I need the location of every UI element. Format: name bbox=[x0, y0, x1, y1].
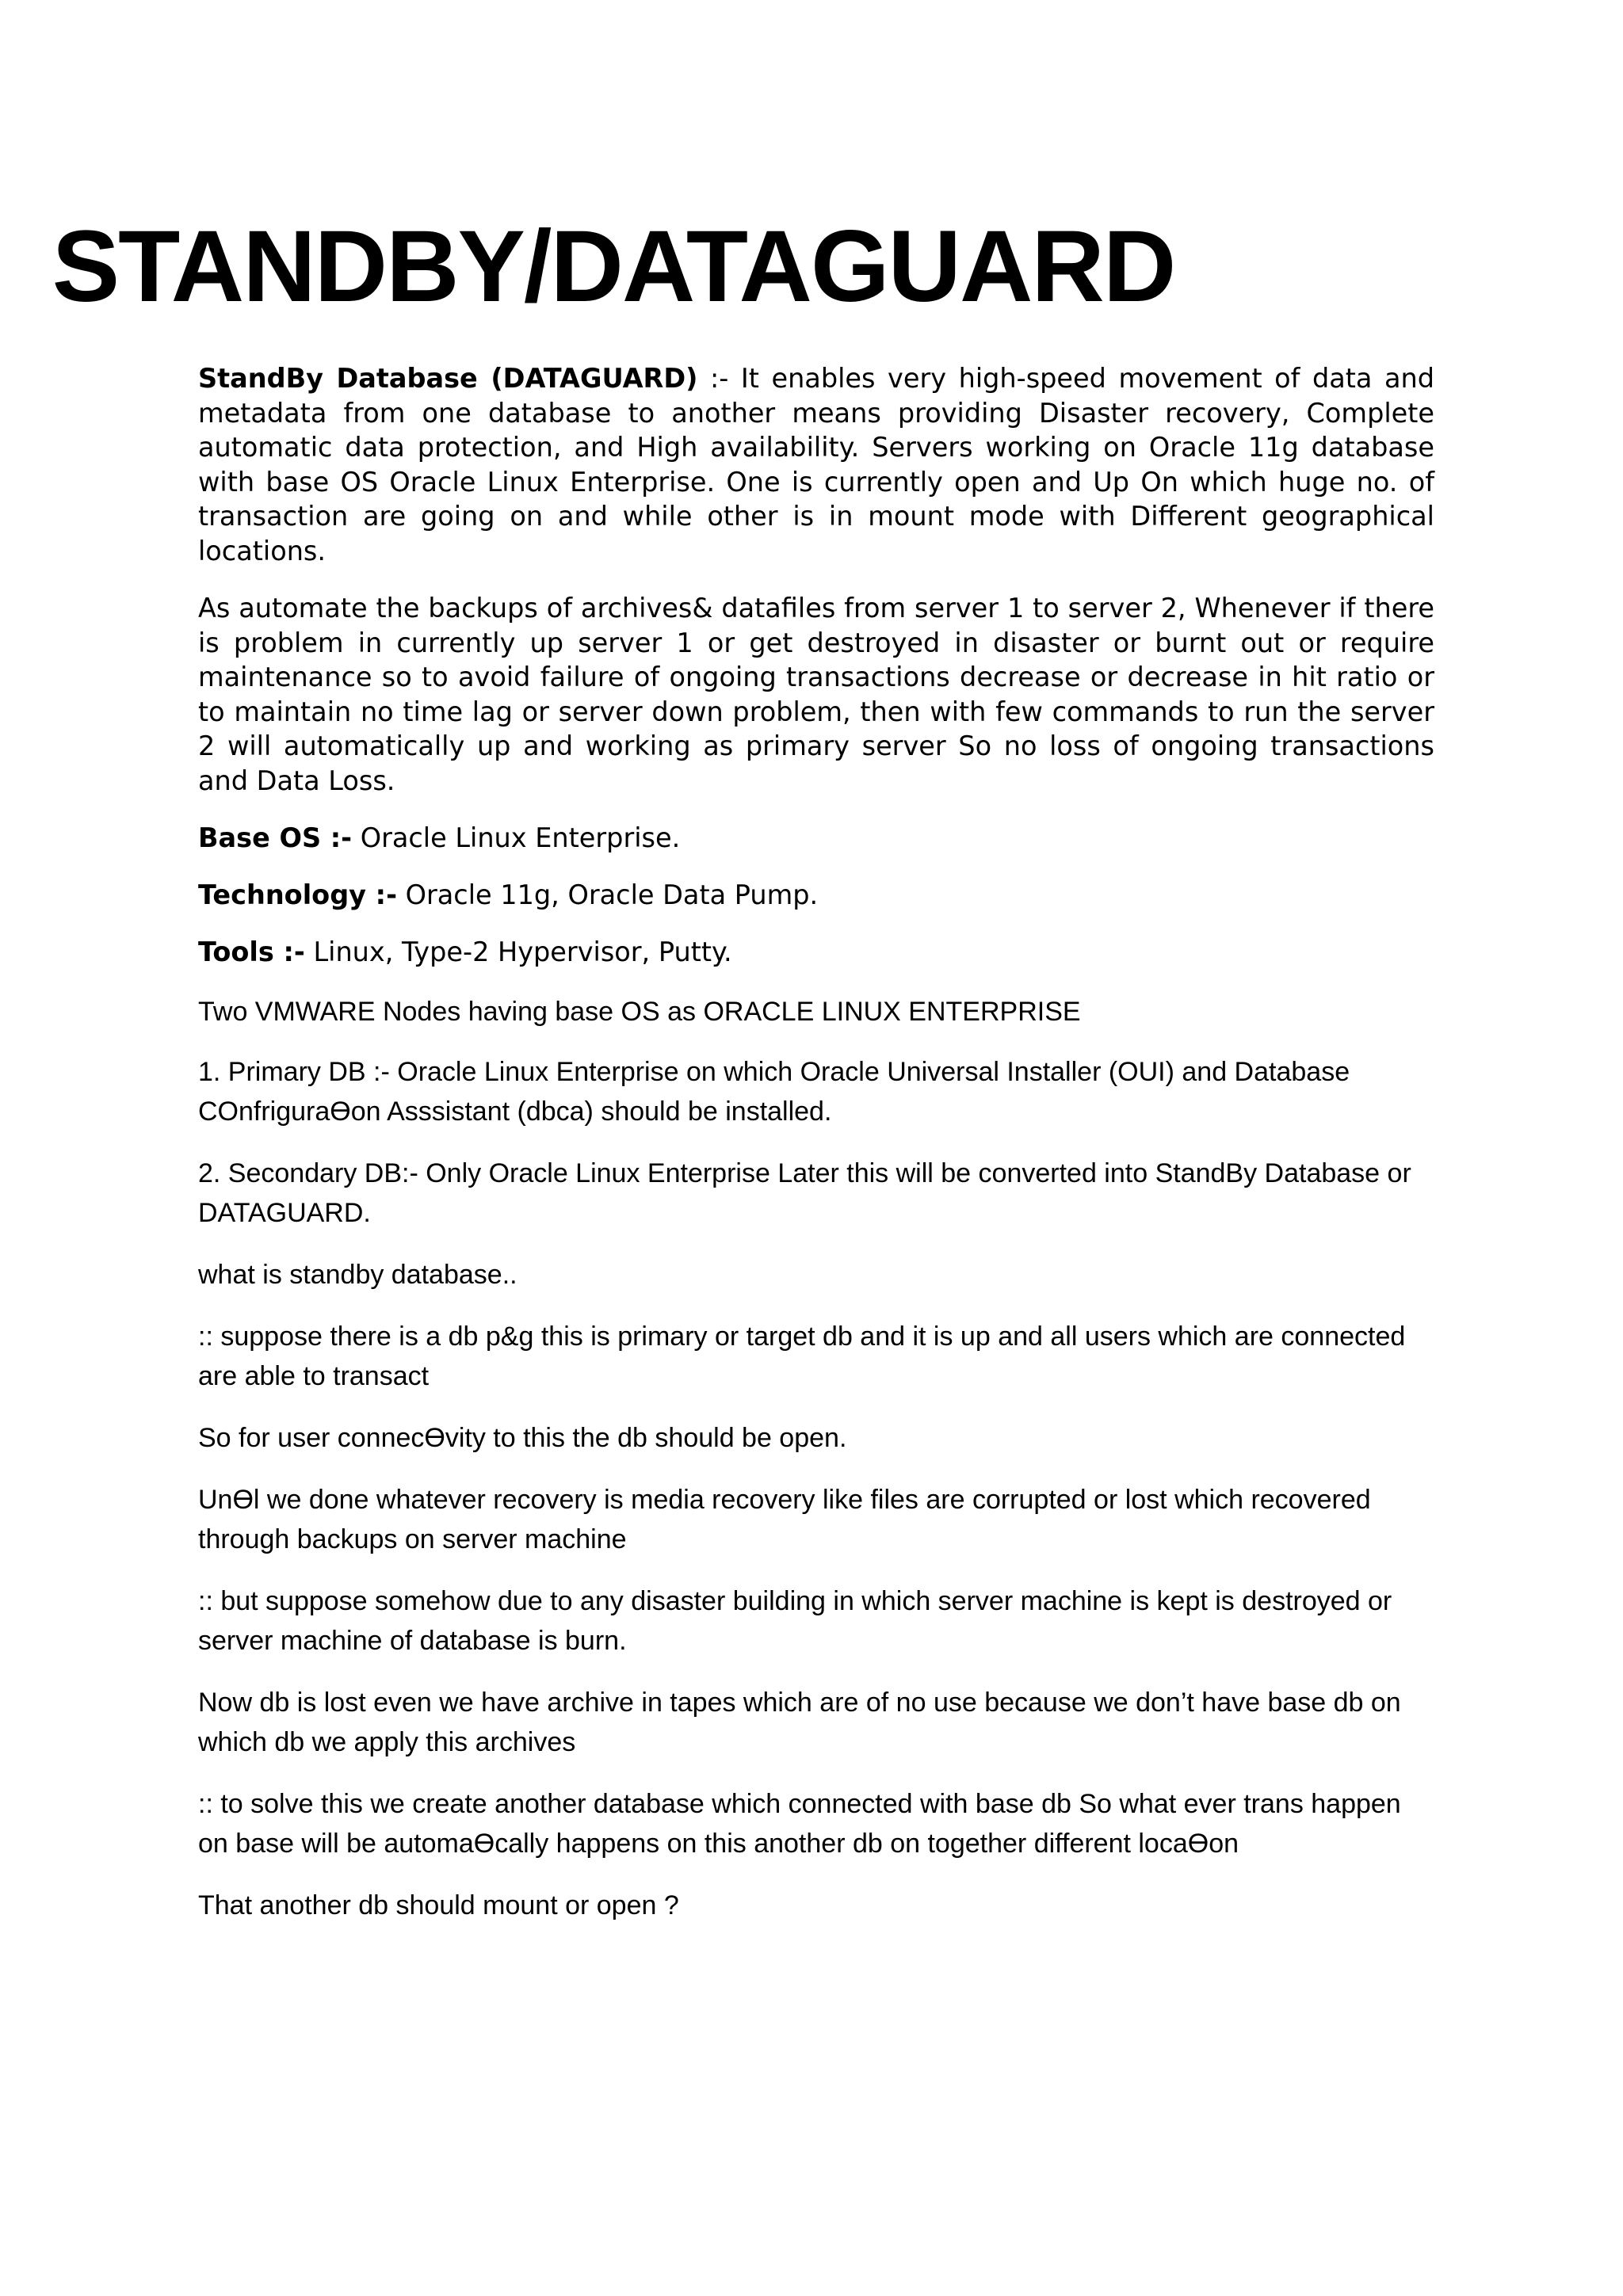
note-paragraph: 2. Secondary DB:- Only Oracle Linux Enterprise Later this will be converted into StandBy Database or DATAGUARD. bbox=[198, 1158, 1411, 1228]
document-title: STANDBY/DATAGUARD bbox=[52, 210, 1175, 323]
spec-label: Tools :- bbox=[198, 936, 305, 967]
intro-text: :- It enables very high-speed movement of data and metadata from one database to another means providing Disaster recovery, Complete automatic data protection, and High availability. Servers working on Oracle 11g database with base OS Oracle Linux Enterprise. One is currently open and Up On which huge no. of transaction are going on and while other is in mount mode with Different geographical locations. bbox=[198, 363, 1435, 566]
spec-technology bbox=[198, 878, 1434, 913]
spec-value: Oracle 11g, Oracle Data Pump. bbox=[396, 879, 819, 910]
note-paragraph: Now db is lost even we have archive in tapes which are of no use because we don’t have base db on which db we apply this archives bbox=[198, 1688, 1401, 1757]
backup-paragraph: As automate the backups of archives& datafiles from server 1 to server 2, Whenever if there is problem in currently up server 1 or get destroyed in disaster or burnt out or require maintenance so to avoid failure of ongoing transactions decrease or decrease in hit ratio or to maintain no time lag or server down problem, then with few commands to run the server 2 will automatically up and working as primary server So no loss of ongoing transactions and Data Loss. bbox=[198, 593, 1434, 796]
spec-value: Oracle Linux Enterprise. bbox=[352, 822, 681, 853]
note-paragraph: what is standby database.. bbox=[198, 1260, 517, 1290]
note-paragraph: :: to solve this we create another database which connected with base db So what ever trans happen on base will be automaƟcally happens on this another db on together different locaƟon bbox=[198, 1789, 1401, 1859]
spec-label: Technology :- bbox=[198, 879, 397, 910]
note-paragraph: So for user connecƟvity to this the db should be open. bbox=[198, 1423, 847, 1453]
intro-label: StandBy Database (DATAGUARD) bbox=[198, 363, 698, 394]
note-paragraph: That another db should mount or open ? bbox=[198, 1890, 679, 1920]
spec-base-os bbox=[198, 821, 1434, 856]
intro-paragraph bbox=[198, 361, 1434, 568]
spec-value: Linux, Type-2 Hypervisor, Putty. bbox=[304, 936, 732, 967]
note-paragraph: UnƟl we done whatever recovery is media recovery like files are corrupted or lost which recovered through backups on server machine bbox=[198, 1485, 1371, 1554]
note-paragraph: :: suppose there is a db p&g this is primary or target db and it is up and all users which are connected are able to transact bbox=[198, 1322, 1406, 1391]
spec-label: Base OS :- bbox=[198, 822, 353, 853]
note-paragraph: :: but suppose somehow due to any disaster building in which server machine is kept is destroyed or server machine of database is burn. bbox=[198, 1586, 1392, 1656]
spec-tools bbox=[198, 935, 1434, 970]
note-paragraph: Two VMWARE Nodes having base OS as ORACLE LINUX ENTERPRISE bbox=[198, 997, 1081, 1027]
note-paragraph: 1. Primary DB :- Oracle Linux Enterprise on which Oracle Universal Installer (OUI) and Database COnfriguraƟon Asssistant (dbca) should be installed. bbox=[198, 1057, 1350, 1127]
